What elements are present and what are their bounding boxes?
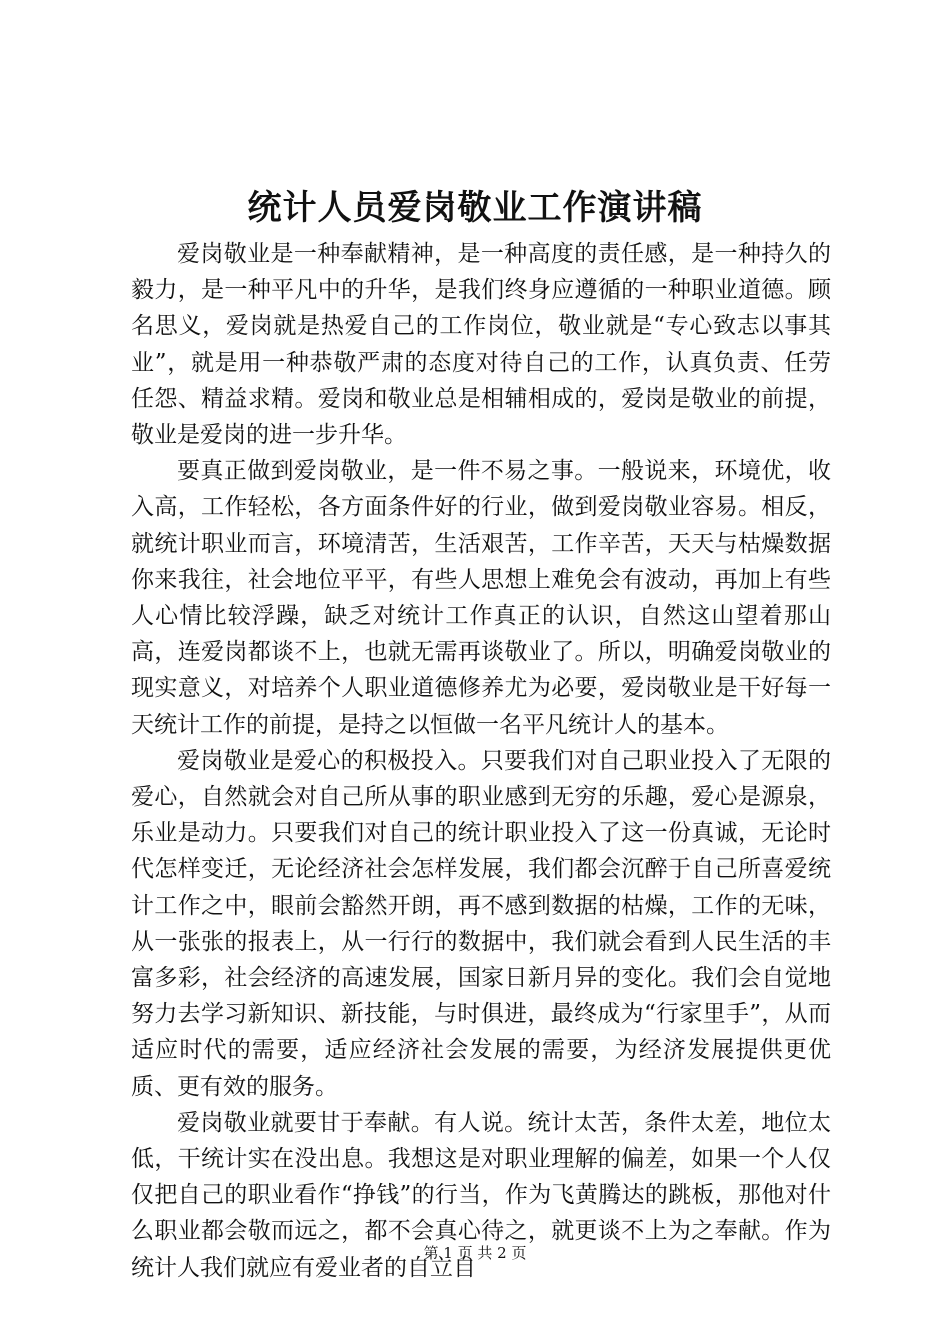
document-title: 统计人员爱岗敬业工作演讲稿 [247,188,703,228]
paragraph: 爱岗敬业是爱心的积极投入。只要我们对自己职业投入了无限的爱心，自然就会对自己所从事的职业感到无穷的乐趣，爱心是源泉，乐业是动力。只要我们对自己的统计职业投入了这一份真诚，无论时代怎样变迁，无论经济社会怎样发展，我们都会沉醉于自己所喜爱统计工作之中，眼前会豁然开朗，再不感到数据的枯燥，工作的无味，从一张张的报表上，从一行行的数据中，我们就会看到人民生活的丰富多彩，社会经济的高速发展，国家日新月异的变化。我们会自觉地努力去学习新知识、新技能，与时俱进，最终成为“行家里手”，从而适应时代的需要，适应经济社会发展的需要，为经济发展提供更优质、更有效的服务。 [131,747,831,1100]
paragraph: 爱岗敬业是一种奉献精神，是一种高度的责任感，是一种持久的毅力，是一种平凡中的升华，是我们终身应遵循的一种职业道德。顾名思义，爱岗就是热爱自己的工作岗位，敬业就是“专心致志以事其业”，就是用一种恭敬严肃的态度对待自己的工作，认真负责、任劳任怨、精益求精。爱岗和敬业总是相辅相成的，爱岗是敬业的前提，敬业是爱岗的进一步升华。 [131,241,831,449]
paragraph: 爱岗敬业就要甘于奉献。有人说。统计太苦，条件太差，地位太低，干统计实在没出息。我想这是对职业理解的偏差，如果一个人仅仅把自己的职业看作“挣钱”的行当，作为飞黄腾达的跳板，那他对什么职业都会敬而远之，都不会真心待之，就更谈不上为之奉献。作为统计人我们就应有爱业者的自立自 [131,1109,831,1281]
page-number-footer: 第 1 页 共 2 页 [423,1244,527,1262]
document-body [131,236,831,1286]
paragraph: 要真正做到爱岗敬业，是一件不易之事。一般说来，环境优，收入高，工作轻松，各方面条件好的行业，做到爱岗敬业容易。相反，就统计职业而言，环境清苦，生活艰苦，工作辛苦，天天与枯燥数据你来我往，社会地位平平，有些人思想上难免会有波动，再加上有些人心情比较浮躁，缺乏对统计工作真正的认识，自然这山望着那山高，连爱岗都谈不上，也就无需再谈敬业了。所以，明确爱岗敬业的现实意义，对培养个人职业道德修养尤为必要，爱岗敬业是干好每一天统计工作的前提，是持之以恒做一名平凡统计人的基本。 [131,458,831,738]
